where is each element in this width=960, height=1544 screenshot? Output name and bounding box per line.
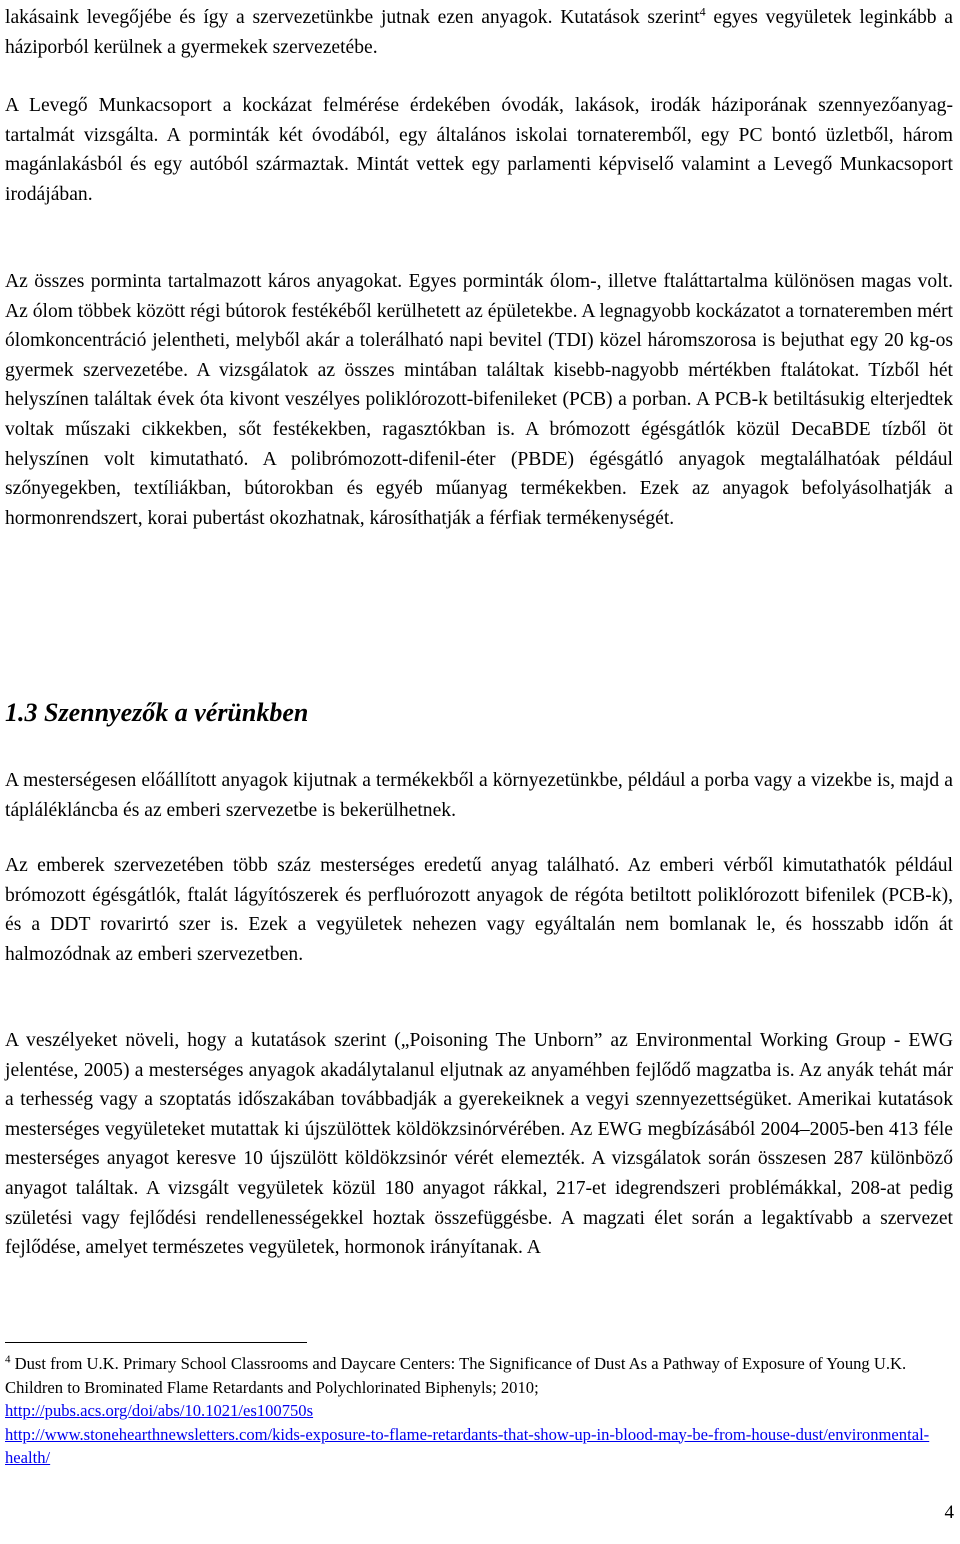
footnote-reference[interactable]: 4 [699,4,706,19]
footnote-separator [5,1342,307,1343]
footnote [5,1352,953,1470]
paragraph-1-text-before: lakásaink levegőjébe és így a szervezetünkbe jutnak ezen anyagok. Kutatások szerint [5,7,700,28]
section-number: 1.3 [5,698,38,727]
footnote-text: Dust from U.K. Primary School Classrooms and Daycare Centers: The Significance of Dust As a Pathway of Exposure of Young U.K. Children to Brominated Flame Retardants and Polychlorinated Biphenyls; 2010; [5,1354,907,1397]
footnote-link-acs[interactable]: http://pubs.acs.org/doi/abs/10.1021/es100750s [5,1401,314,1420]
paragraph-4: A mesterségesen előállított anyagok kijutnak a termékekből a környezetünkbe, például a porba vagy a vizekbe is, majd a táplálékláncba és az emberi szervezetbe is bekerülhetnek. [5,770,953,821]
paragraph-3: Az összes porminta tartalmazott káros anyagokat. Egyes porminták ólom-, illetve ftaláttartalma különösen magas volt. Az ólom többek között régi bútorok festékéből kerülhetett az épületekbe. A legnagyobb kockázatot a tornateremben mért ólomkoncentráció jelentheti, melyből akár a tolerálható napi bevitel (TDI) közel háromszorosa is bejuthat egy 20 kg-os gyermek szervezetébe. A vizsgálatok az összes mintában találtak kisebb-nagyobb mértékben ftalátokat. Tízből hét helyszínen találtak évek óta kivont veszélyes poliklórozott-bifenileket (PCB) a porban. A PCB-k betiltásukig elterjedtek voltak műszaki cikkekben, sőt festékekben, ragasztókban is. A brómozott égésgátlók közül DecaBDE tízből öt helyszínen volt kimutatható. A polibrómozott-difenil-éter (PBDE) égésgátló anyagok megtalálhatóak például szőnyegekben, textíliákban, bútorokban és egyéb műanyag termékekben. Ezek az anyagok befolyásolhatják a hormonrendszert, korai pubertást okozhatnak, károsíthatják a férfiak termékenységét. [5,271,953,529]
paragraph-1-text-after: egyes vegyületek leginkább a háziporból kerülnek a gyermekek szervezetébe. [5,7,953,58]
paragraph-1 [5,3,953,62]
section-heading [5,696,308,730]
footnote-mark: 4 [5,1353,11,1366]
paragraph-6: A veszélyeket növeli, hogy a kutatások szerint („Poisoning The Unborn” az Environmental Working Group - EWG jelentése, 2005) a mesterséges anyagok akadálytalanul eljutnak az anyaméhben fejlődő magzatba is. Az anyák tehát már a terhesség vagy a szoptatás időszakában továbbadják a gyerekeiknek a vegyi szennyezettségüket. Amerikai kutatások mesterséges vegyületeket mutattak ki újszülöttek köldökzsinórvérében. Az EWG megbízásából 2004–2005-ben 413 féle mesterséges anyagot keresve 10 újszülött köldökzsinór vérét elemezték. A vizsgálatok során összesen 287 különböző anyagot találtak. A vizsgált vegyületek közül 180 anyagot rákkal, 217-et idegrendszeri problémákkal, 208-at pedig születési vagy fejlődési rendellenességekkel hoztak összefüggésbe. A magzati élet során a legaktívabb a szervezet fejlődése, amelyet természetes vegyületek, hormonok irányítanak. A [5,1030,953,1259]
paragraph-2: A Levegő Munkacsoport a kockázat felmérése érdekében óvodák, lakások, irodák háziporának szennyezőanyag-tartalmát vizsgálta. A porminták két óvodából, egy általános iskolai tornateremből, egy PC bontó üzletből, három magánlakásból és egy autóból származtak. Mintát vettek egy parlamenti képviselő valamint a Levegő Munkacsoport irodájában. [5,95,953,205]
paragraph-5: Az emberek szervezetében több száz mesterséges eredetű anyag található. Az emberi vérből kimutathatók például brómozott égésgátlók, ftalát lágyítószerek és perfluórozott anyagok de régóta betiltott poliklórozott bifenilek (PCB-k), és a DDT rovarirtó szer is. Ezek a vegyületek nehezen vagy egyáltalán nem bomlanak le, és hosszabb időn át halmozódnak az emberi szervezetben. [5,855,953,965]
page-number: 4 [944,1502,954,1523]
footnote-link-stonehearth[interactable]: http://www.stonehearthnewsletters.com/kids-exposure-to-flame-retardants-that-show-up-in-blood-may-be-from-house-dust/environmental-health/ [5,1424,930,1467]
section-title: Szennyezők a vérünkben [44,698,309,727]
